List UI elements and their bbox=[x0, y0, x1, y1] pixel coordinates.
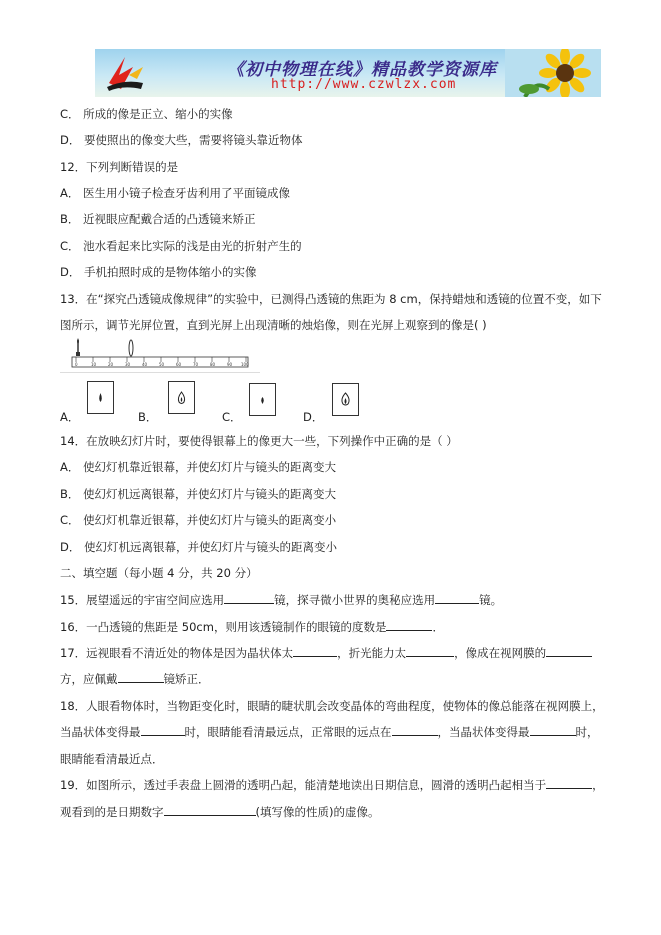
q18-blank-1[interactable] bbox=[141, 724, 185, 736]
header-banner bbox=[95, 49, 601, 97]
q17-text-d: 方，应佩戴 bbox=[60, 672, 118, 686]
q18-line2 bbox=[60, 724, 599, 740]
ruler-tick-label: 80 bbox=[210, 362, 216, 367]
q17-blank-3[interactable] bbox=[546, 645, 592, 657]
q15-blank-1[interactable] bbox=[224, 592, 274, 604]
ruler-tick-label: 0 bbox=[75, 362, 78, 367]
q18-blank-3[interactable] bbox=[530, 724, 576, 736]
ruler-tick-label: 50 bbox=[159, 362, 165, 367]
q13-option-d-label: D． bbox=[303, 410, 324, 424]
ruler-tick-label: 30 bbox=[125, 362, 131, 367]
q12-option-a: A． 医生用小镜子检查牙齿利用了平面镜成像 bbox=[60, 186, 291, 200]
flame-image-d bbox=[332, 383, 359, 416]
q16-blank[interactable] bbox=[386, 619, 432, 631]
q11-option-d: D． 要使照出的像变大些，需要将镜头靠近物体 bbox=[60, 133, 303, 147]
flame-image-c bbox=[249, 383, 276, 416]
flame-image-a bbox=[87, 381, 114, 414]
q18-text-d: ，当晶状体变得最 bbox=[437, 725, 530, 739]
sunflower-image bbox=[505, 49, 601, 97]
q18-text-c: 时，眼睛能看清最远点，正常眼的远点在 bbox=[184, 725, 392, 739]
q17-line2 bbox=[60, 671, 210, 687]
q12-option-d: D． 手机拍照时成的是物体缩小的实像 bbox=[60, 265, 257, 279]
q12-option-c: C． 池水看起来比实际的浅是由光的折射产生的 bbox=[60, 239, 302, 253]
q17-text-a: 17．远视眼看不清近处的物体是因为晶状体太 bbox=[60, 646, 294, 660]
q18-text-e: 时， bbox=[575, 725, 599, 739]
q19-blank-1[interactable] bbox=[546, 777, 592, 789]
q17-blank-2[interactable] bbox=[406, 645, 454, 657]
q13-option-b-label: B． bbox=[138, 410, 158, 424]
q16 bbox=[60, 619, 444, 635]
banner-url: http://www.czwlzx.com bbox=[271, 77, 457, 92]
q19-line2 bbox=[60, 804, 379, 820]
q16-text-a: 16．一凸透镜的焦距是 50cm，则用该透镜制作的眼镜的度数是 bbox=[60, 620, 387, 634]
optical-bench-figure bbox=[70, 338, 250, 370]
q13-stem-line1: 13．在“探究凸透镜成像规律”的实验中，已测得凸透镜的焦距为 8 cm，保持蜡烛和透镜的位置不变，如下 bbox=[60, 292, 602, 306]
logo-icon bbox=[103, 53, 147, 93]
q14-option-b: B． 使幻灯机远离银幕，并使幻灯片与镜头的距离变大 bbox=[60, 487, 337, 501]
q19-blank-2[interactable] bbox=[164, 804, 256, 816]
q19-text-d: (填写像的性质)的虚像。 bbox=[255, 805, 380, 819]
q14-stem: 14．在放映幻灯片时，要使得银幕上的像更大一些，下列操作中正确的是（ ） bbox=[60, 434, 458, 448]
ruler-tick-label: 10 bbox=[91, 362, 97, 367]
q18-text-b: 当晶状体变得最 bbox=[60, 725, 141, 739]
q11-option-c: C． 所成的像是正立、缩小的实像 bbox=[60, 107, 233, 121]
ruler-tick-label: 100 bbox=[241, 362, 249, 367]
q17-blank-4[interactable] bbox=[118, 671, 164, 683]
flame-image-b bbox=[168, 381, 195, 414]
q17-text-e: 镜矫正． bbox=[163, 672, 210, 686]
q19-text-a: 19．如图所示，透过手表盘上圆滑的透明凸起，能清楚地读出日期信息，圆滑的透明凸起相当于 bbox=[60, 778, 547, 792]
q18-line3: 眼睛能看清最近点． bbox=[60, 752, 164, 766]
q13-stem-line2: 图所示，调节光屏位置，直到光屏上出现清晰的烛焰像，则在光屏上观察到的像是( ) bbox=[60, 318, 487, 332]
q17-text-b: ，折光能力太 bbox=[337, 646, 407, 660]
q14-option-d: D． 使幻灯机远离银幕，并使幻灯片与镜头的距离变小 bbox=[60, 540, 338, 554]
banner-title: 《初中物理在线》精品教学资源库 bbox=[227, 60, 497, 80]
q15-text-c: 镜。 bbox=[479, 593, 503, 607]
ruler-tick-label: 90 bbox=[227, 362, 233, 367]
q15-text-b: 镜，探寻微小世界的奥秘应选用 bbox=[274, 593, 436, 607]
section-heading-fill-in: 二、填空题（每小题 4 分，共 20 分） bbox=[60, 566, 258, 580]
figure-divider bbox=[60, 372, 260, 373]
q15-blank-2[interactable] bbox=[435, 592, 479, 604]
q15 bbox=[60, 592, 502, 608]
q18-blank-2[interactable] bbox=[392, 724, 438, 736]
q19-text-b: ， bbox=[592, 778, 604, 792]
q13-option-c-label: C． bbox=[222, 410, 242, 424]
ruler-tick-label: 40 bbox=[142, 362, 148, 367]
q17-blank-1[interactable] bbox=[293, 645, 337, 657]
ruler-tick-label: 20 bbox=[108, 362, 114, 367]
q18-line1: 18．人眼看物体时，当物距变化时，眼睛的睫状肌会改变晶体的弯曲程度，使物体的像总能落在视网膜上， bbox=[60, 699, 604, 713]
q12-option-b: B． 近视眼应配戴合适的凸透镜来矫正 bbox=[60, 212, 256, 226]
q14-option-a: A． 使幻灯机靠近银幕，并使幻灯片与镜头的距离变大 bbox=[60, 460, 337, 474]
q19-text-c: 观看到的是日期数字 bbox=[60, 805, 164, 819]
ruler-tick-label: 70 bbox=[193, 362, 199, 367]
q16-text-b: ． bbox=[432, 620, 444, 634]
q19-line1 bbox=[60, 777, 604, 793]
q17-line1 bbox=[60, 645, 592, 661]
ruler-tick-label: 60 bbox=[176, 362, 182, 367]
q14-option-c: C． 使幻灯机靠近银幕，并使幻灯片与镜头的距离变小 bbox=[60, 513, 337, 527]
q13-option-a-label: A． bbox=[60, 410, 80, 424]
q15-text-a: 15．展望遥远的宇宙空间应选用 bbox=[60, 593, 225, 607]
q17-text-c: ，像成在视网膜的 bbox=[454, 646, 547, 660]
q12-stem: 12．下列判断错误的是 bbox=[60, 160, 179, 174]
